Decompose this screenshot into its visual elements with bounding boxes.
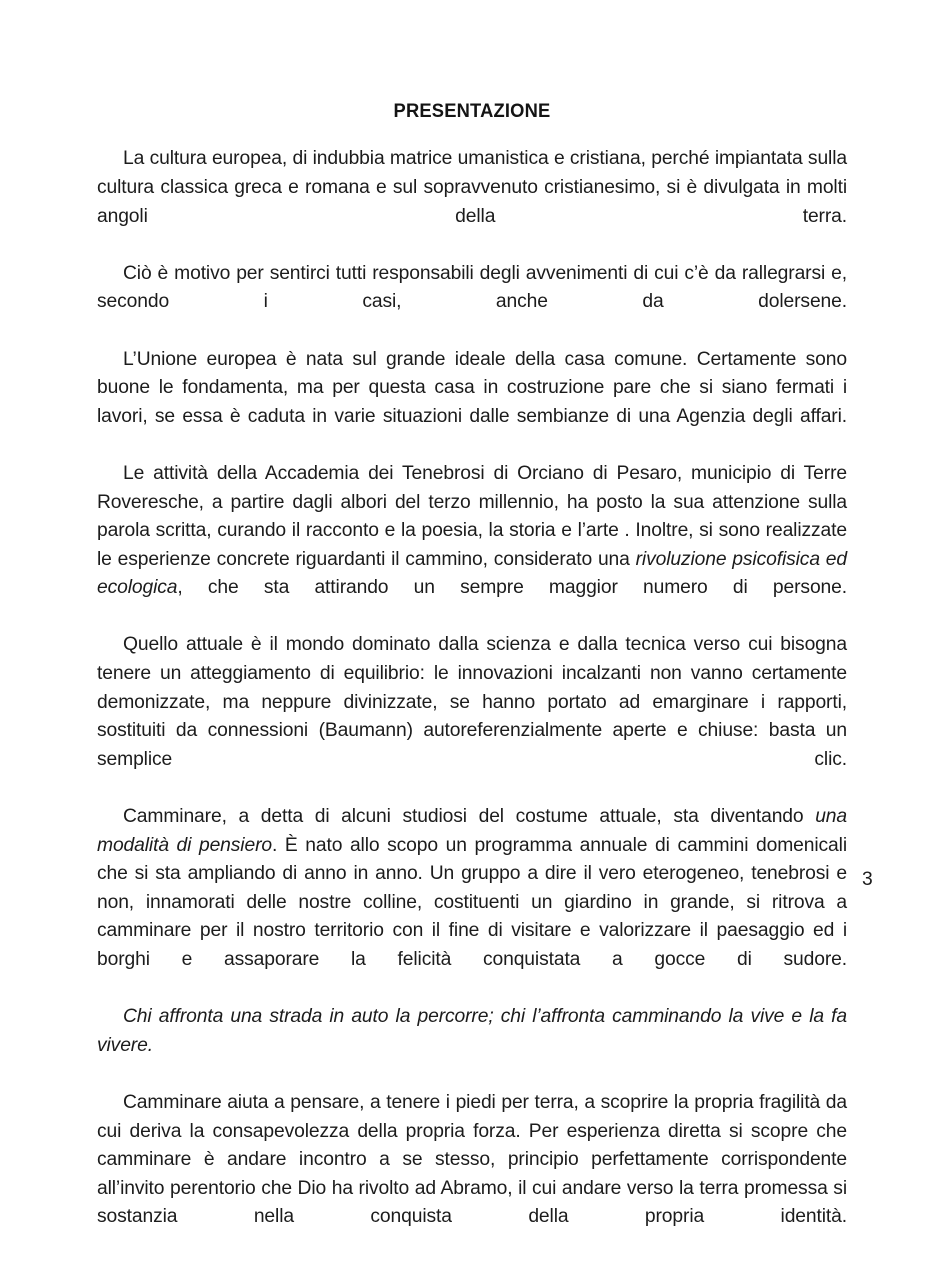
page-content <box>97 100 847 1261</box>
paragraph <box>97 145 847 259</box>
text-run: Camminare, a detta di alcuni studiosi del costume attuale, sta diventando <box>123 806 816 828</box>
text-run: . È nato allo scopo un programma annuale di cammini domenicali che si sta ampliando di anno in anno. Un gruppo a dire il vero eterogeneo, tenebrosi e non, innamorati delle nostre colline, costituenti un giardino in grande, si ritrova a camminare per il nostro territorio con il fine di visitare e valorizzare il paesaggio ed i borghi e assaporare la felicità conquistata a gocce di sudore. <box>97 834 847 971</box>
text-run: Le attività della Accademia dei Tenebrosi di Orciano di Pesaro, municipio di Terre Roveresche, a partire dagli albori del terzo millennio, ha posto la sua attenzione sulla parola scritta, curando il racconto e la poesia, la storia e l’arte . Inoltre, si sono realizzate le esperienze concrete riguardanti il cammino, considerato una <box>97 462 847 570</box>
emphasis-run: Chi affronta una strada in auto la percorre; chi l’affronta camminando la vive e la fa vivere. <box>97 1006 847 1056</box>
document-body <box>97 145 847 1260</box>
page-title: PRESENTAZIONE <box>393 100 551 122</box>
text-run: L’Unione europea è nata sul grande ideale della casa comune. Certamente sono buone le fondamenta, ma per questa casa in costruzione pare che si siano fermati i lavori, se essa è caduta in varie situazioni dalle sembianze di una Agenzia degli affari. <box>97 348 847 427</box>
text-run: Quello attuale è il mondo dominato dalla scienza e dalla tecnica verso cui bisogna tenere un atteggiamento di equilibrio: le innovazioni incalzanti non vanno certamente demonizzate, ma neppure divinizzate, se hanno portato ad emarginare i rapporti, sostituiti da connessioni (Baumann) autoreferenzialmente aperte e chiuse: basta un semplice clic. <box>97 634 847 770</box>
page-number: 3 <box>862 869 873 890</box>
text-run: , che sta attirando un sempre maggior numero di persone. <box>177 577 847 599</box>
paragraph <box>97 803 847 1003</box>
paragraph <box>97 460 847 632</box>
emphasis-run: rivoluzione psicofisica ed ecologica <box>97 548 847 599</box>
text-run: Ciò è motivo per sentirci tutti responsabili degli avvenimenti di cui c’è da rallegrarsi e, secondo i casi, anche da dolersene. <box>97 262 847 313</box>
text-run: La cultura europea, di indubbia matrice umanistica e cristiana, perché impiantata sulla cultura classica greca e romana e sul sopravvenuto cristianesimo, si è divulgata in molti angoli della terra. <box>97 148 847 227</box>
paragraph <box>97 1089 847 1261</box>
paragraph <box>97 260 847 346</box>
paragraph <box>97 346 847 460</box>
text-run: Camminare aiuta a pensare, a tenere i piedi per terra, a scoprire la propria fragilità da cui deriva la consapevolezza della propria forza. Per esperienza diretta si scopre che camminare è andare incontro a se stesso, principio perfettamente corrispondente all’invito perentorio che Dio ha rivolto ad Abramo, il cui andare verso la terra promessa si sostanzia nella conquista della propria identità. <box>97 1091 847 1228</box>
emphasis-run: una modalità di pensiero <box>97 806 847 856</box>
paragraph <box>97 1003 847 1089</box>
paragraph <box>97 631 847 803</box>
